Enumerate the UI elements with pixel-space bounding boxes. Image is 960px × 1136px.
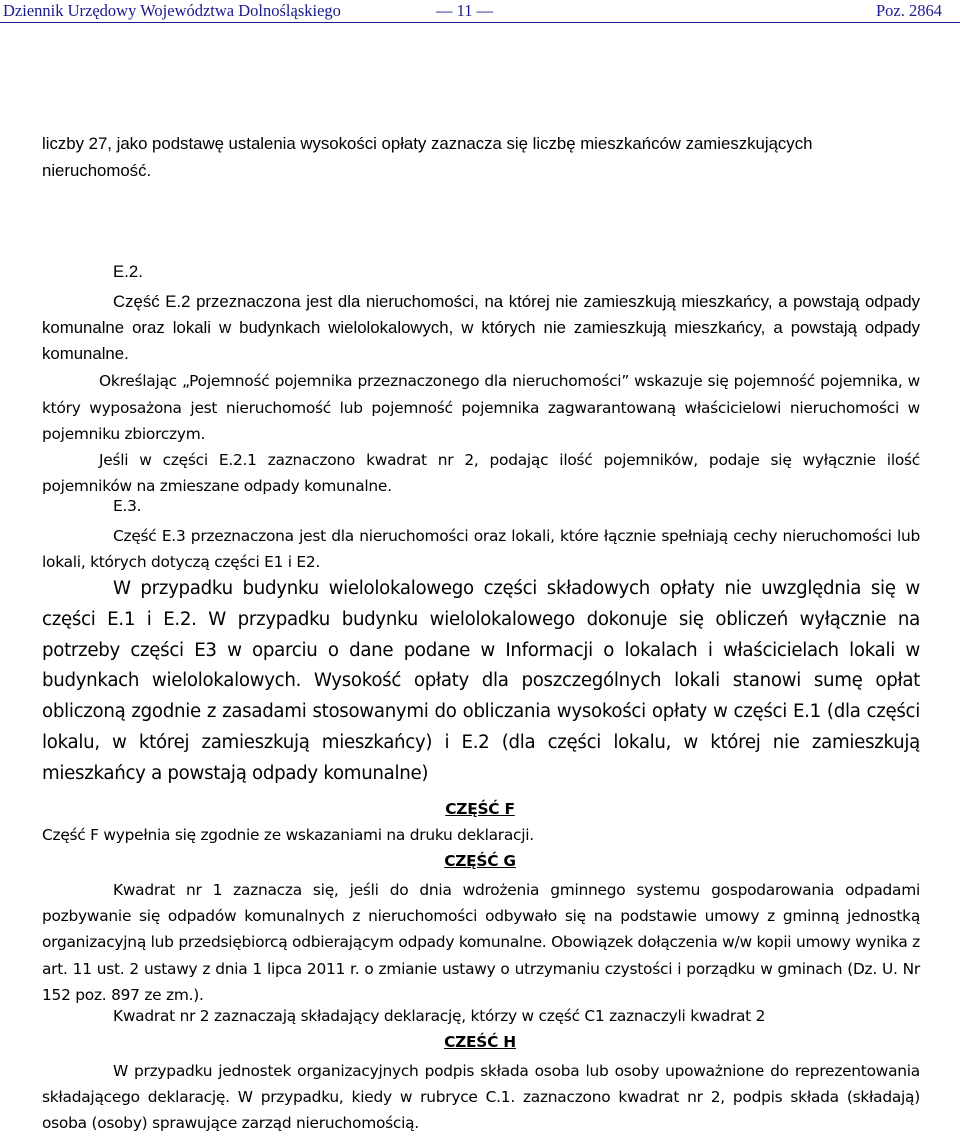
position-number: Poz. 2864 [876,1,942,20]
section-e2-heading: E.2. [113,262,143,281]
paragraph-e3: Część E.3 przeznaczona jest dla nieruchomości oraz lokali, które łącznie spełniają cechy nieruchomości lub lokali, których dotyczą części E1 i E2. [42,527,920,571]
journal-title: Dziennik Urzędowy Województwa Dolnośląskiego [3,1,341,20]
section-h-heading: CZEŚĆ H [444,1033,516,1051]
paragraph-container-capacity: Określając „Pojemność pojemnika przeznaczonego dla nieruchomości” wskazuje się pojemność pojemnika, w który wyposażona jest nieruchomość lub pojemność pojemnika zagwarantowaną właścicielowi nieruchomości w pojemniku zbiorczym. [42,372,920,443]
page-number: — 11 — [436,1,494,20]
page-header [0,0,960,22]
section-e3-heading: E.3. [113,497,142,515]
paragraph-g-square-2: Kwadrat nr 2 zaznaczają składający deklarację, którzy w część C1 zaznaczyli kwadrat 2 [113,1007,766,1025]
paragraph-multi-unit-building: W przypadku budynku wielolokalowego części składowych opłaty nie uwzględnia się w części E.1 i E.2. W przypadku budynku wielolokalowego dokonuje się obliczeń wyłącznie na potrzeby części E3 w oparciu o dane podane w Informacji o lokalach i właścicielach lokali w budynkach wielolokalowych. Wysokość opłaty dla poszczególnych lokali stanowi sumę opłat obliczoną zgodnie z zasadami stosowanymi do obliczania wysokości opłaty w części E.1 (dla części lokalu, w której zamieszkują mieszkańcy) i E.2 (dla części lokalu, w której nie zamieszkują mieszkańcy a powstają odpady komunalne) [42,578,920,784]
paragraph-f: Część F wypełnia się zgodnie ze wskazaniami na druku deklaracji. [42,826,534,844]
section-f-heading: CZĘŚĆ F [445,800,515,818]
paragraph-e21: Jeśli w części E.2.1 zaznaczono kwadrat nr 2, podając ilość pojemników, podaje się wyłącznie ilość pojemników na zmieszane odpady komunalne. [42,451,920,495]
paragraph-g: Kwadrat nr 1 zaznacza się, jeśli do dnia wdrożenia gminnego systemu gospodarowania odpadami pozbywanie się odpadów komunalnych z nieruchomości odbywało się na podstawie umowy z gminną jednostką organizacyjną lub przedsiębiorcą odbierającym odpady komunalne. Obowiązek dołączenia w/w kopii umowy wynika z art. 11 ust. 2 ustawy z dnia 1 lipca 2011 r. o zmianie ustawy o utrzymaniu czystości i porządku w gminach (Dz. U. Nr 152 poz. 897 ze zm.). [42,881,920,1004]
paragraph-residents-count: liczby 27, jako podstawę ustalenia wysokości opłaty zaznacza się liczbę mieszkańców zamieszkujących nieruchomość. [42,134,813,180]
section-g-heading: CZĘŚĆ G [444,852,516,870]
paragraph-e2: Część E.2 przeznaczona jest dla nieruchomości, na której nie zamieszkują mieszkańcy, a powstają odpady komunalne oraz lokali w budynkach wielolokalowych, w których nie zamieszkują mieszkańcy, a powstają odpady komunalne. [42,292,920,363]
paragraph-h: W przypadku jednostek organizacyjnych podpis składa osoba lub osoby upoważnione do reprezentowania składającego deklarację. W przypadku, kiedy w rubryce C.1. zaznaczono kwadrat nr 2, podpis składa (składają) osoba (osoby) sprawujące zarząd nieruchomością. [42,1062,920,1132]
header-rule [0,22,960,23]
